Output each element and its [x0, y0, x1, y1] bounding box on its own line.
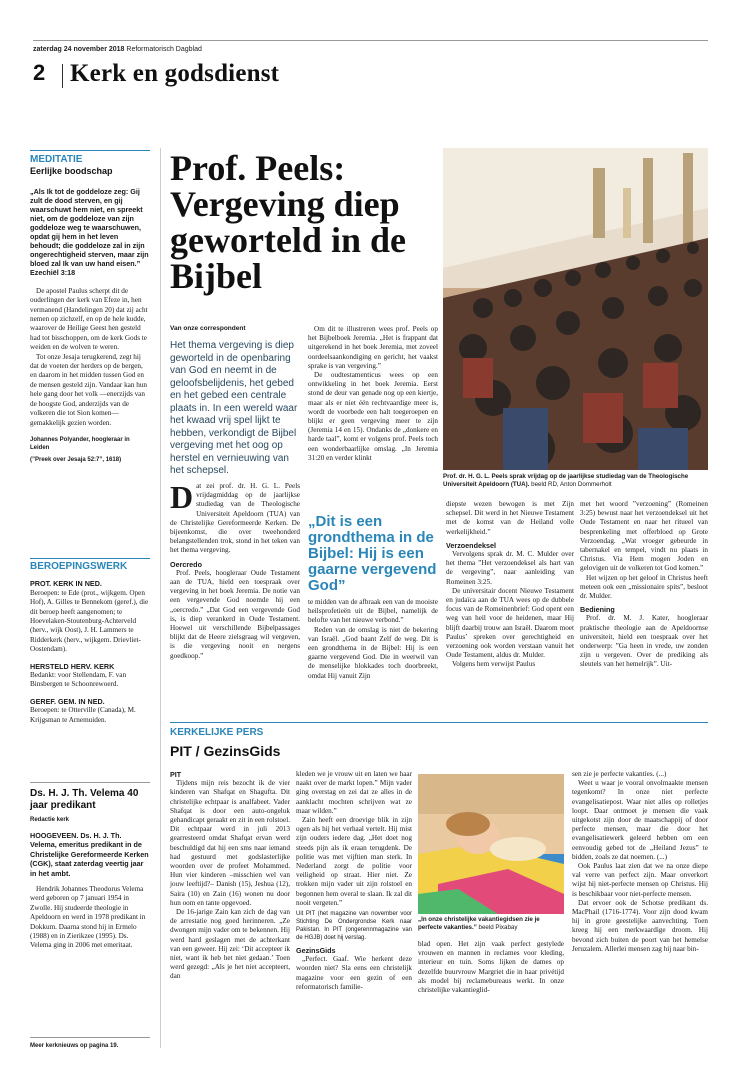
- meditatie: [30, 155, 150, 464]
- pers-col4: [572, 770, 708, 954]
- article-col1-p1: at zei prof. dr. H. G. L. Peels vrijdagmiddag op de jaarlijkse studiedag van de Theologische Universiteit Apeldoorn (TUA) van de Christelijke Gereformeerde Kerken. De bijeenkomst, die over tweehonderd belangstellenden trok, stond in het teken van het thema vergeving.: [170, 482, 300, 555]
- subhead-oercredo: Oercredo: [170, 559, 202, 569]
- dropcap: D: [170, 479, 194, 515]
- child-caption-text: „In onze christelijke vakantiegidsen zie je perfecte vakanties.”: [418, 916, 540, 931]
- meditatie-author: Johannes Polyander, hoogleraar in Leiden: [30, 436, 130, 451]
- masthead-paper: Reformatorisch Dagblad: [126, 46, 202, 53]
- child-photo: [418, 774, 564, 914]
- beroeping-block3-head: GEREF. GEM. IN NED.: [30, 696, 105, 706]
- pers-col3: [418, 940, 564, 995]
- pers-col1: [170, 770, 290, 982]
- article-col2-p2: De oudtestamenticus wees op een ontwikkeling in het boek Jeremia. Eerst stond de deur van genade nog op een kiertje, maar als er niet één rechtvaardige meer is, wordt de voorbede een halt toegeroepen en blijkt er geen vergeving meer te zijn (Jeremia 14 en 15). Ondanks de „donkere en harde taal”, komt er volgens prof. Peels toch een wonderbaarlijke omslag. „In Jeremia 31:20 en verder klinkt: [308, 371, 438, 462]
- article-col2-p3: te midden van de afbraak een van de mooiste heilsprofetieën uit de Bijbel, namelijk de belofte van het nieuwe verbond.”: [308, 598, 438, 625]
- velema-byline: Redactie kerk: [30, 817, 70, 823]
- article-col2-p4: Reden van de omslag is niet de bekering van Israël. „God baant Zelf de weg. Dit is een grondthema in de Bijbel: Hij is een gaarne vergevend God. Die in weerwil van de menselijke blokkades toch doorbreekt, omdat Hij vanuit Zijn: [308, 625, 438, 680]
- photo-caption: [443, 473, 708, 488]
- article-col1-p2: Prof. Peels, hoogleraar Oude Testament aan de TUA, hield een toespraak over vergeving in het boek Jeremia. De notie van een vergevende God noemde hij een „oercredo.” „Dat God een vergevende God is, is diep verankerd in Oude Testament. Hoewel uit verschillende Bijbelpassages blijkt dat de Heere zielsgraag wil vergeven, is die vergeving nooit en nergens goedkoop.”: [170, 568, 300, 660]
- velema-bottom-rule: [30, 1037, 150, 1038]
- audience-photo: [443, 148, 708, 470]
- article-col3-p1: diepste wezen bewogen is met Zijn schepsel. Dit werd in het Nieuwe Testament met de komst van de Heiland volle werkelijkheid.”: [446, 500, 574, 536]
- meditatie-quote: „Als Ik tot de goddeloze zeg: Gij zult de dood sterven, en gij waarschuwt hem niet, en spreekt niet, om de goddeloze van zijn goddeloze weg te waarschuwen, opdat gij hem in het leven behoudt; die goddeloze zal in zijn ongerechtigheid sterven, maar zijn bloed zal Ik van uw hand eisen.”: [30, 186, 149, 268]
- velema-lead: HOOGEVEEN. Ds. H. J. Th. Velema, emeritus predikant in de Christelijke Gereformeerde Kerken (CGK), staat zaterdag veertig jaar in het ambt.: [30, 831, 149, 878]
- child-photo-illustration: [418, 774, 564, 914]
- pull-quote: „Dit is een grondthema in de Bijbel: Hij is een gaarne vergevend God”: [308, 513, 437, 594]
- masthead-date: zaterdag 24 november 2018: [33, 46, 125, 53]
- pers-c1: Tijdens mijn reis bezocht ik de vier kinderen van Shafqat en Shagufta. Dit christelijke echtpaar is analfabeet. Vader Shafqat is door een auto-ongeluk gehandicapt geraakt en zit in een rolstoel. Dit echtpaar werd in juli 2013 gearresteerd omdat Shafqat ervan werd beschuldigd dat hij een sms naar iemand had gestuurd met godslasterlijke woorden over de profeet Mohammed. Hun vier kinderen –misschien wel van jouw leeftijd?– Danish (15), Jeshua (12), Saira (10) en Zain (16) wonen nu door hun oom en tante opgevoed.: [170, 779, 290, 907]
- beroepingswerk: [30, 562, 150, 725]
- beroeping-rule: [30, 558, 150, 559]
- article-col3-p3: De universitair docent Nieuwe Testament en judaïca aan de TUA wees op de dubbele focus van de Romeinenbrief: God opent een weg van heil voor de heidenen, maar Hij blijft daarbij trouw aan Israël. Daarom moet Paulus’ spreken over gerechtigheid en verzoening ook worden verstaan vanuit het Oude Testament, aldus dr. Mulder.: [446, 586, 574, 660]
- child-photo-caption: [418, 916, 564, 931]
- velema-title: Ds. H. J. Th. Velema 40 jaar predikant: [30, 788, 139, 811]
- beroeping-block1-text: Beroepen: te Ede (prot., wijkgem. Open Hof), A. Gilles te Bennekom (geref.), die dit beroep heeft aangenomen; te Hoevelaken-Stoutenburg-Achterveld (herv., wijk Oost), J. H. Lammers te Ridderkerk (herv., wijkgem. Drievliet-Oostendam).: [30, 588, 149, 654]
- pers-c3: blad open. Het zijn vaak perfect gestylede vrouwen en mannen in reclames voor kleding, interieur en tuin. Soms lijken de dames op dezelfde buurvrouw Margriet die in haar privétijd als model bij reclamebureaus werkt. In onze christelijke vakantieglid-: [418, 940, 564, 995]
- pers-c1b: De 16-jarige Zain kan zich de dag van de arrestatie nog goed herinneren. „Ze dwongen mijn vader om te bekennen. Hij werd hard geslagen met de achterkant van een geweer. Hij zei: ‘Dit accepteer ik niet, want ik heb het niet gedaan.’ Toen werd gezegd: „Als je het niet accepteert, dan: [170, 908, 290, 981]
- article-col2: [308, 325, 438, 463]
- meditatie-p1: De apostel Paulus scherpt dit de ouderlingen der kerk van Efeze in, hen vermanend (Handelingen 20) dat zij acht nemen op zichzelf, en op de hele kudde, waarover de Heilige Geest hen gesteld had tot bisschoppen, om de kerk Gods te weiden en de wolven te weren.: [30, 286, 148, 352]
- beroeping-block3-text: Beroepen: te Otterville (Canada), M. Krijgsman te Arnemuiden.: [30, 706, 136, 724]
- subhead-bediening: Bediening: [580, 605, 615, 615]
- meditatie-source: (”Preek over Jesaja 52:7”, 1618): [30, 456, 122, 463]
- pers-c4b: Weet u waar je vooral onvolmaakte mensen tegenkomt? In onze niet perfecte evangelisatiepost. Waar niet alles op rolletjes loopt. Daar ontmoet je mensen die vaak uitgekotst zijn door de maatschappij of door perfecte mensen, maar die door het evangelisatiewerk geleerd hebben om een eenvoudig gebed tot de „Heiland Jezus” te bidden, zoals ze dat noemen. (...): [572, 779, 708, 861]
- top-rule: [33, 40, 708, 41]
- meditatie-rule: [30, 150, 150, 151]
- beroeping-label: BEROEPINGSWERK: [30, 561, 128, 572]
- article-col2-p1: Om dit te illustreren wees prof. Peels op het Bijbelboek Jeremia. „Het is frappant dat uitgerekend in het boek Jeremia, met zoveel oordeelsaankondiging en gericht, het vaakst sprake is van vergeving.”: [308, 325, 438, 370]
- article-headline: Prof. Peels: Vergeving diep geworteld in de Bijbel: [170, 148, 406, 296]
- article-col4-p1: met het woord ”verzoening” (Romeinen 3:25) bewust naar het verzoendeksel uit het Oude Testament en naar het ritueel van besprenkeling met offerbloed op Grote Verzoendag. „Wat vroeger gebeurde in tabernakel en tempel, vindt nu plaats in Christus. Via Hem mogen Joden en gelovigen uit de volkeren tot God komen.”: [580, 500, 708, 573]
- article-col3: [446, 500, 574, 670]
- article-col2b: [308, 598, 438, 681]
- article-col4-p3: Prof. dr. M. J. Kater, hoogleraar praktische theologie aan de Apeldoornse universiteit, hield een toespraak over het onderwerp: ”Ga heen in vrede, uw zonden zijn u vergeven. Over de prediking als sleutels van het hemelrijk”. Uit-: [580, 614, 708, 669]
- section-title: Kerk en godsdienst: [70, 60, 280, 87]
- meditatie-label: MEDITATIE: [30, 154, 83, 165]
- pers-c2d: „Perfect. Gaaf. Wie herkent deze woorden niet? Sla eens een christelijk magazine voor een gezin of een reformatorisch familie-: [296, 955, 412, 991]
- pers-title: PIT / GezinsGids: [170, 743, 281, 759]
- page-number: 2: [33, 60, 46, 85]
- pers-c2c: Uit PIT (het magazine van november voor Stichting De Ondergrondse Kerk naar Pakistan. In PIT (ongerennmagazine van de HGJB) doet hij verslag.: [296, 911, 412, 942]
- pers-sub-pit: PIT: [170, 770, 182, 779]
- section-divider: [62, 64, 63, 88]
- pers-sub-gezinsgids: GezinsGids: [296, 946, 336, 956]
- meditatie-title: Eerlijke boodschap: [30, 166, 113, 177]
- article-col3-p2: Vervolgens sprak dr. M. C. Mulder over het thema ”Het verzoendeksel als hart van de vergeving”, naar aanleiding van Romeinen 3:25.: [446, 550, 574, 586]
- article-col3-p4: Volgens hem verwijst Paulus: [452, 660, 536, 669]
- article-byline: Van onze correspondent: [170, 325, 246, 332]
- velema-text: Hendrik Johannes Theodorus Velema werd geboren op 7 januari 1954 in Zwolle. Hij studeerde theologie in Apeldoorn en werd in 1978 predikant in Dokkum. Daarna stond hij in Ermelo (1988) en in Zierikzee (1995). Ds. Velema ging in 2006 met emeritaat.: [30, 885, 146, 950]
- pers-c2b: Zain heeft een droevige blik in zijn ogen als hij het verhaal vertelt. Hij mist zijn ouders iedere dag. „Het doet nog steeds pijn als ik eraan terugdenk. De politie was met vijftien man sterk. In Nederland zorgt de politie voor veiligheid op straat. Hier niet. Ze trokken mijn vader uit zijn rolstoel en begonnen hem overal te slaan. Ik zal dit nooit vergeten.”: [296, 816, 412, 907]
- photo-illustration: [443, 148, 708, 470]
- pers-c4: sen zie je perfecte vakanties. (...): [572, 770, 667, 778]
- beroeping-block2-head: HERSTELD HERV. KERK: [30, 661, 115, 671]
- meditatie-p2: Tot onze Jesaja terugkerend, zegt hij dat de voeten der herders op de bergen, en daarom in het midden tussen God en de mensen gesteld zijn. Vandaar kan hun hele gang door het volk —enerzijds van de hoogste God, anderzijds van de volkeren die tot Sion komen—gemakkelijk gezien worden.: [30, 352, 148, 427]
- pers-rule: [170, 722, 708, 723]
- photo-credit: beeld RD, Anton Dommerholt: [531, 480, 612, 488]
- child-photo-credit: beeld Pixabay: [478, 923, 518, 931]
- caption-text: Prof. dr. H. G. L. Peels sprak vrijdag op de jaarlijkse studiedag van de Theologische Universiteit Apeldoorn (TUA).: [443, 473, 689, 488]
- more-news-link[interactable]: Meer kerknieuws op pagina 19.: [30, 1043, 119, 1049]
- column-divider: [160, 148, 161, 1048]
- article-col4-p2: Het wijzen op het geloof in Christus heeft meteen ook een „missionaire spits”, besloot dr. Mulder.: [580, 573, 708, 601]
- meditatie-ref: Ezechiël 3:18: [30, 267, 76, 277]
- pers-c4c: Ook Paulus laat zien dat we na onze diepe val verre van perfect zijn. Maar onverkort wijst hij niet-perfecte mensen op Christus. Hij is beschikbaar voor niet-perfecte mensen.: [572, 862, 708, 898]
- article-intro: Het thema vergeving is diep geworteld in de openbaring van God en neemt in de geloofsbelijdenis, het gebed en het gebed een centrale plaats in. In een wereld waar het kwaad vrij spel lijkt te hebben, verkondigt de Bijbel vergeving met het oog op herstel en vernieuwing van het schepsel.: [170, 340, 298, 476]
- beroeping-block1-head: PROT. KERK IN NED.: [30, 579, 102, 589]
- velema-article: [30, 788, 150, 951]
- pers-col2: [296, 770, 412, 992]
- pers-c2: kleden we je vrouw uit en laten we haar naakt over de markt lopen.” Mijn vader ging overstag en zei dat ze alles in de aanklacht mochten schrijven wat ze maar wilden.”: [296, 770, 412, 815]
- beroeping-block2-text: Bedankt: voor Stellendam, F. van Binsbergen te Schoonrewoerd.: [30, 671, 127, 689]
- pers-label: KERKELIJKE PERS: [170, 727, 264, 738]
- masthead: [33, 46, 202, 53]
- subhead-verzoendeksel: Verzoendeksel: [446, 540, 496, 550]
- velema-rule: [30, 782, 150, 783]
- article-col1: [170, 479, 300, 661]
- pers-c4d: Dat ervoer ook de Schotse predikant ds. MacPhail (1716-1774). Voor zijn dood kwam hij in grote geestelijke aanvechting. Toen kreeg hij een merkwaardige droom. Hij bevond zich buiten de poort van het hemelse Jeruzalem. Allerlei mensen zag hij naar bin-: [572, 898, 708, 953]
- article-col4: [580, 500, 708, 670]
